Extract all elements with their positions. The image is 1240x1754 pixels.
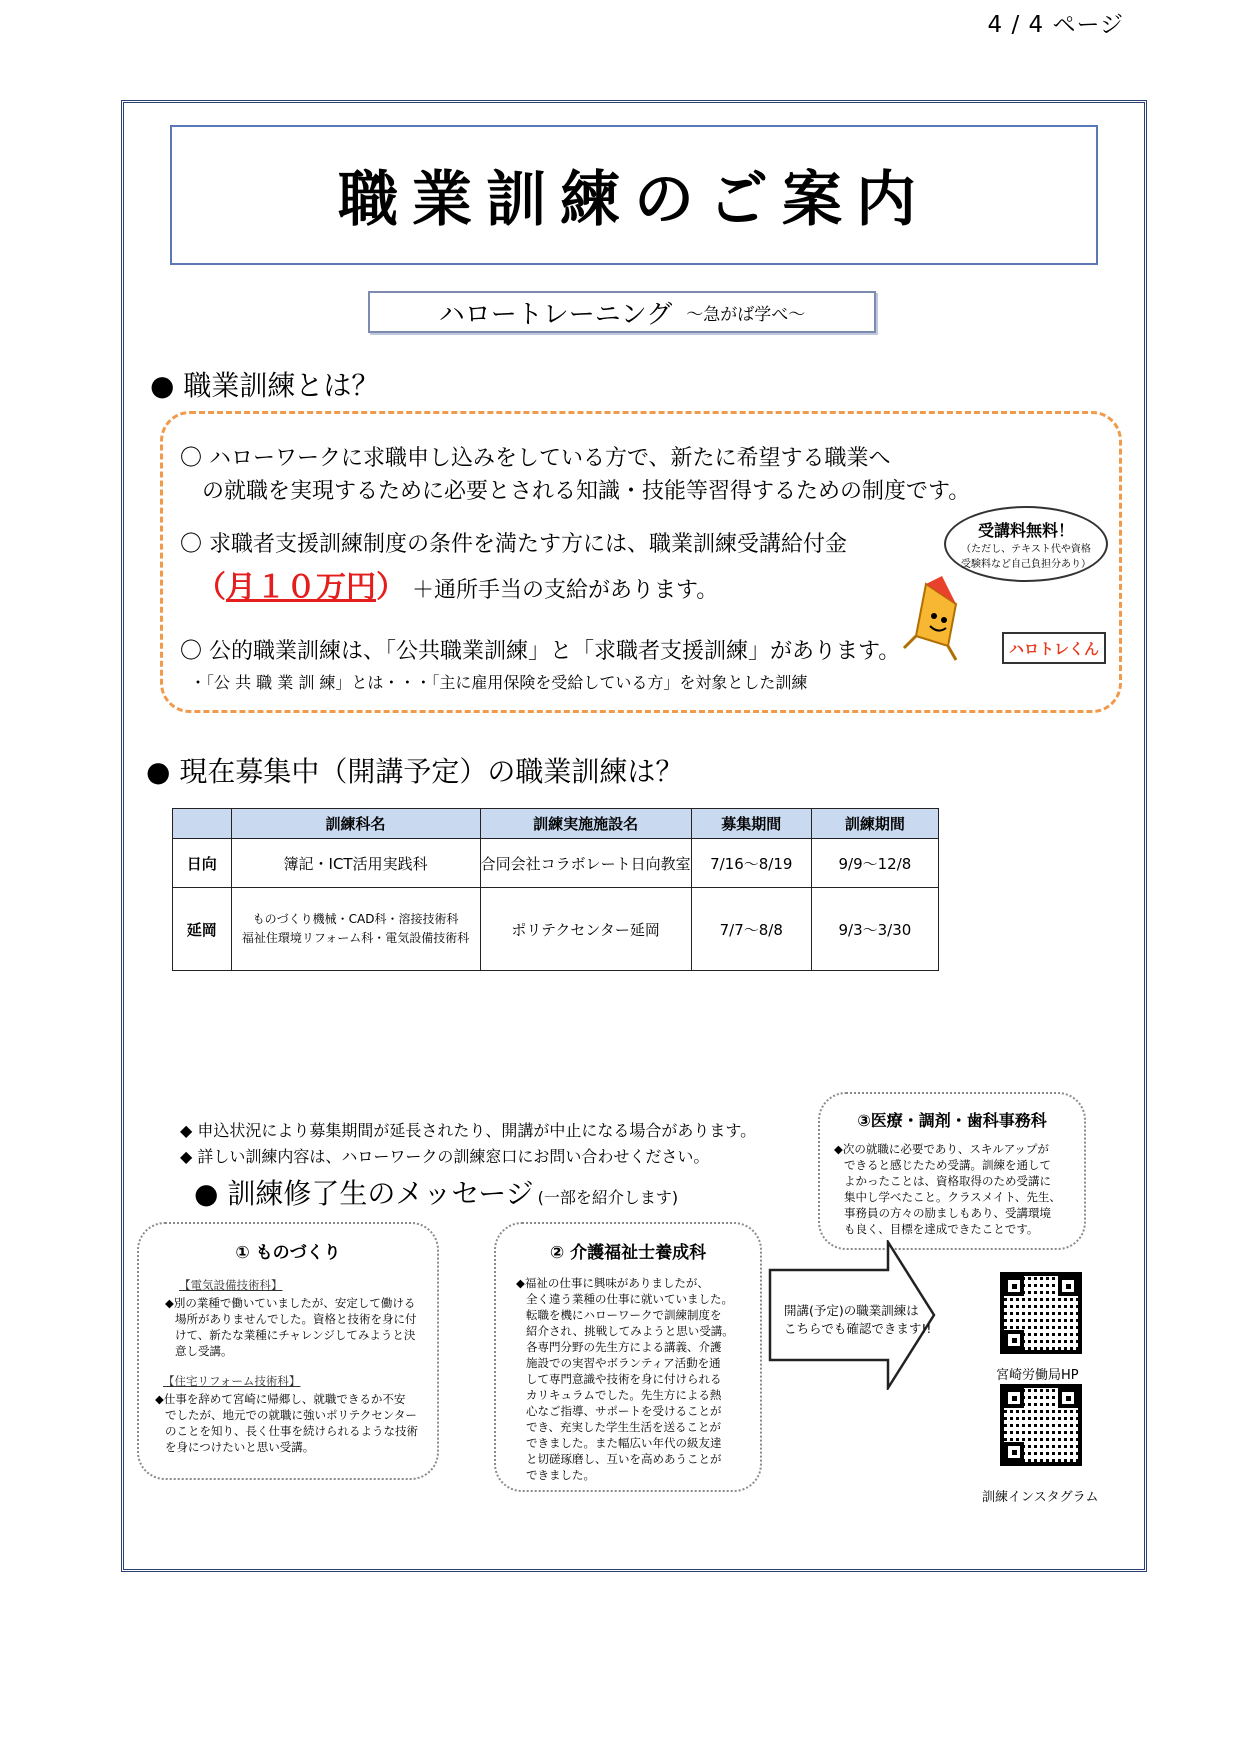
section3-heading-row	[194, 1172, 678, 1212]
row-recruit: 7/7～8/8	[691, 888, 811, 971]
table-header-course: 訓練科名	[231, 809, 480, 839]
message-line: のことを知り、長く仕事を続けられるような技術	[165, 1424, 418, 1438]
message-title: ① ものづくり	[235, 1243, 341, 1263]
message-line: できました。また幅広い年代の級友達	[526, 1436, 722, 1450]
message-line: を身につけたいと思い受講。	[165, 1440, 315, 1454]
row-course	[231, 888, 480, 971]
row-facility: ポリテクセンター延岡	[480, 888, 691, 971]
message-line: できました。	[526, 1468, 595, 1482]
message-line: も良く、目標を達成できたことです。	[844, 1222, 1039, 1236]
message-card-kaigo	[494, 1222, 762, 1492]
message-card-monozukuri	[137, 1222, 439, 1480]
page-title: 職業訓練のご案内	[170, 125, 1098, 265]
row-area: 日向	[173, 839, 232, 888]
message-line: 施設での実習やボランティア活動を通	[526, 1356, 721, 1370]
public-training-note: ・「公 共 職 業 訓 練」とは・・・「主に雇用保険を受給している方」を対象とした訓練	[190, 673, 808, 692]
message-course-label: 【電気設備技術科】	[179, 1278, 283, 1292]
amount-open-paren: （	[196, 570, 226, 605]
bubble-note2: 受験料など自己負担分あり）	[961, 559, 1091, 570]
message-text-2	[155, 1391, 437, 1455]
mascot-pencil-icon	[896, 574, 980, 664]
message-title: ② 介護福祉士養成科	[549, 1243, 707, 1263]
message-title: ③医療・調剤・歯科事務科	[857, 1111, 1047, 1130]
message-line: 紹介され、挑戦してみようと思い受講。	[526, 1324, 734, 1338]
table-header-row	[173, 809, 939, 839]
qr-label-hp: 宮崎労働局HP	[996, 1368, 1079, 1383]
section1-heading: ● 職業訓練とは？	[150, 369, 380, 402]
message-line: 意し受講。	[175, 1344, 233, 1358]
message-line: けて、新たな業種にチャレンジしてみようと決	[175, 1328, 416, 1342]
benefit-amount: 月１０万円	[226, 570, 376, 605]
table-header-recruit: 募集期間	[691, 809, 811, 839]
row-area: 延岡	[173, 888, 232, 971]
arrow-text-line2: こちらでも確認できます!!	[784, 1321, 932, 1336]
para2-line1: 〇 求職者支援訓練制度の条件を満たす方には、職業訓練受講給付金	[180, 532, 847, 557]
row-course-line2: 福祉住環境リフォーム科・電気設備技術科	[241, 931, 470, 945]
page-number: 4 / 4 ページ	[987, 12, 1124, 38]
message-text	[516, 1275, 760, 1483]
row-course: 簿記・ICT活用実践科	[231, 839, 480, 888]
para2-line2	[196, 562, 718, 606]
para1-line1: 〇 ハローワークに求職申し込みをしている方で、新たに希望する職業へ	[180, 446, 891, 471]
message-line: よかったことは、資格取得のため受講に	[844, 1174, 1051, 1188]
bubble-note1: （ただし、テキスト代や資格	[961, 544, 1091, 555]
message-text	[834, 1141, 1084, 1237]
message-line: ◆仕事を辞めて宮崎に帰郷し、就職できるか不安	[155, 1392, 406, 1406]
arrow-text	[784, 1302, 931, 1338]
message-line: ◆別の業種で働いていましたが、安定して働ける	[165, 1296, 416, 1310]
message-line: 各専門分野の先生方による講義、介護	[526, 1340, 722, 1354]
message-text-1	[165, 1295, 437, 1359]
row-course-line1: ものづくり機械・CAD科・溶接技術科	[252, 912, 459, 926]
section3-heading-note: (一部を紹介します)	[537, 1188, 679, 1207]
section2-heading: ● 現在募集中（開講予定）の職業訓練は？	[146, 755, 684, 788]
table-row	[173, 839, 939, 888]
table-header-area	[173, 809, 232, 839]
message-line: でしたが、地元での就職に強いポリテクセンター	[165, 1408, 417, 1422]
bubble-title: 受講料無料！	[977, 521, 1074, 540]
message-line: でき、充実した学生生活を送ることが	[526, 1420, 722, 1434]
message-line: 転職を機にハローワークで訓練制度を	[526, 1308, 722, 1322]
table-header-facility: 訓練実施施設名	[480, 809, 691, 839]
training-table	[172, 808, 939, 971]
table-header-period: 訓練期間	[811, 809, 938, 839]
arrow-text-line1: 開講(予定)の職業訓練は	[784, 1303, 919, 1318]
amount-close-paren: ）	[376, 570, 406, 605]
subtitle-tag: ～急がば学べ～	[686, 304, 806, 325]
qr-code-instagram[interactable]	[1000, 1384, 1082, 1466]
free-tuition-bubble	[944, 506, 1108, 582]
qr-label-instagram: 訓練インスタグラム	[982, 1490, 1099, 1505]
row-recruit: 7/16～8/19	[691, 839, 811, 888]
row-period: 9/3～3/30	[811, 888, 938, 971]
qr-code-labour-bureau[interactable]	[1000, 1272, 1082, 1354]
notice-bullet-2: ◆ 詳しい訓練内容は、ハローワークの訓練窓口にお問い合わせください。	[180, 1147, 710, 1166]
message-line: カリキュラムでした。先生方による熱	[526, 1388, 722, 1402]
notice-bullets	[180, 1118, 756, 1170]
para1-line2: の就職を実現するために必要とされる知識・技能等習得するための制度です。	[202, 479, 971, 504]
message-line: して専門意識や技術を身に付けられる	[526, 1372, 722, 1386]
table-row	[173, 888, 939, 971]
para2-rest: ＋通所手当の支給があります。	[412, 578, 719, 603]
row-period: 9/9～12/8	[811, 839, 938, 888]
row-facility: 合同会社コラボレート日向教室	[480, 839, 691, 888]
message-course-label: 【住宅リフォーム技術科】	[163, 1374, 301, 1388]
section3-heading: ● 訓練修了生のメッセージ	[194, 1177, 534, 1210]
message-line: ◆福祉の仕事に興味がありましたが、	[516, 1276, 709, 1290]
message-line: 事務員の方々の励ましもあり、受講環境	[844, 1206, 1051, 1220]
notice-bullet-1: ◆ 申込状況により募集期間が延長されたり、開講が中止になる場合があります。	[180, 1121, 757, 1140]
message-line: 心なご指導、サポートを受けることが	[526, 1404, 722, 1418]
message-line: 集中し学べたこと。クラスメイト、先生、	[844, 1190, 1061, 1204]
subtitle-main: ハロートレーニング	[438, 299, 673, 330]
subtitle-box	[368, 291, 876, 333]
hellotrekun-logo: ハロトレくん	[1002, 632, 1106, 664]
message-line: できると感じたため受講。訓練を通して	[844, 1158, 1051, 1172]
message-card-iryo	[818, 1092, 1086, 1250]
message-line: ◆次の就職に必要であり、スキルアップが	[834, 1142, 1049, 1156]
message-line: と切磋琢磨し、互いを高めあうことが	[526, 1452, 722, 1466]
message-line: 場所がありませんでした。資格と技術を身に付	[175, 1312, 417, 1326]
message-line: 全く違う業種の仕事に就いていました。	[526, 1292, 733, 1306]
para3: 〇 公的職業訓練は、「公共職業訓練」と「求職者支援訓練」があります。	[180, 639, 901, 664]
